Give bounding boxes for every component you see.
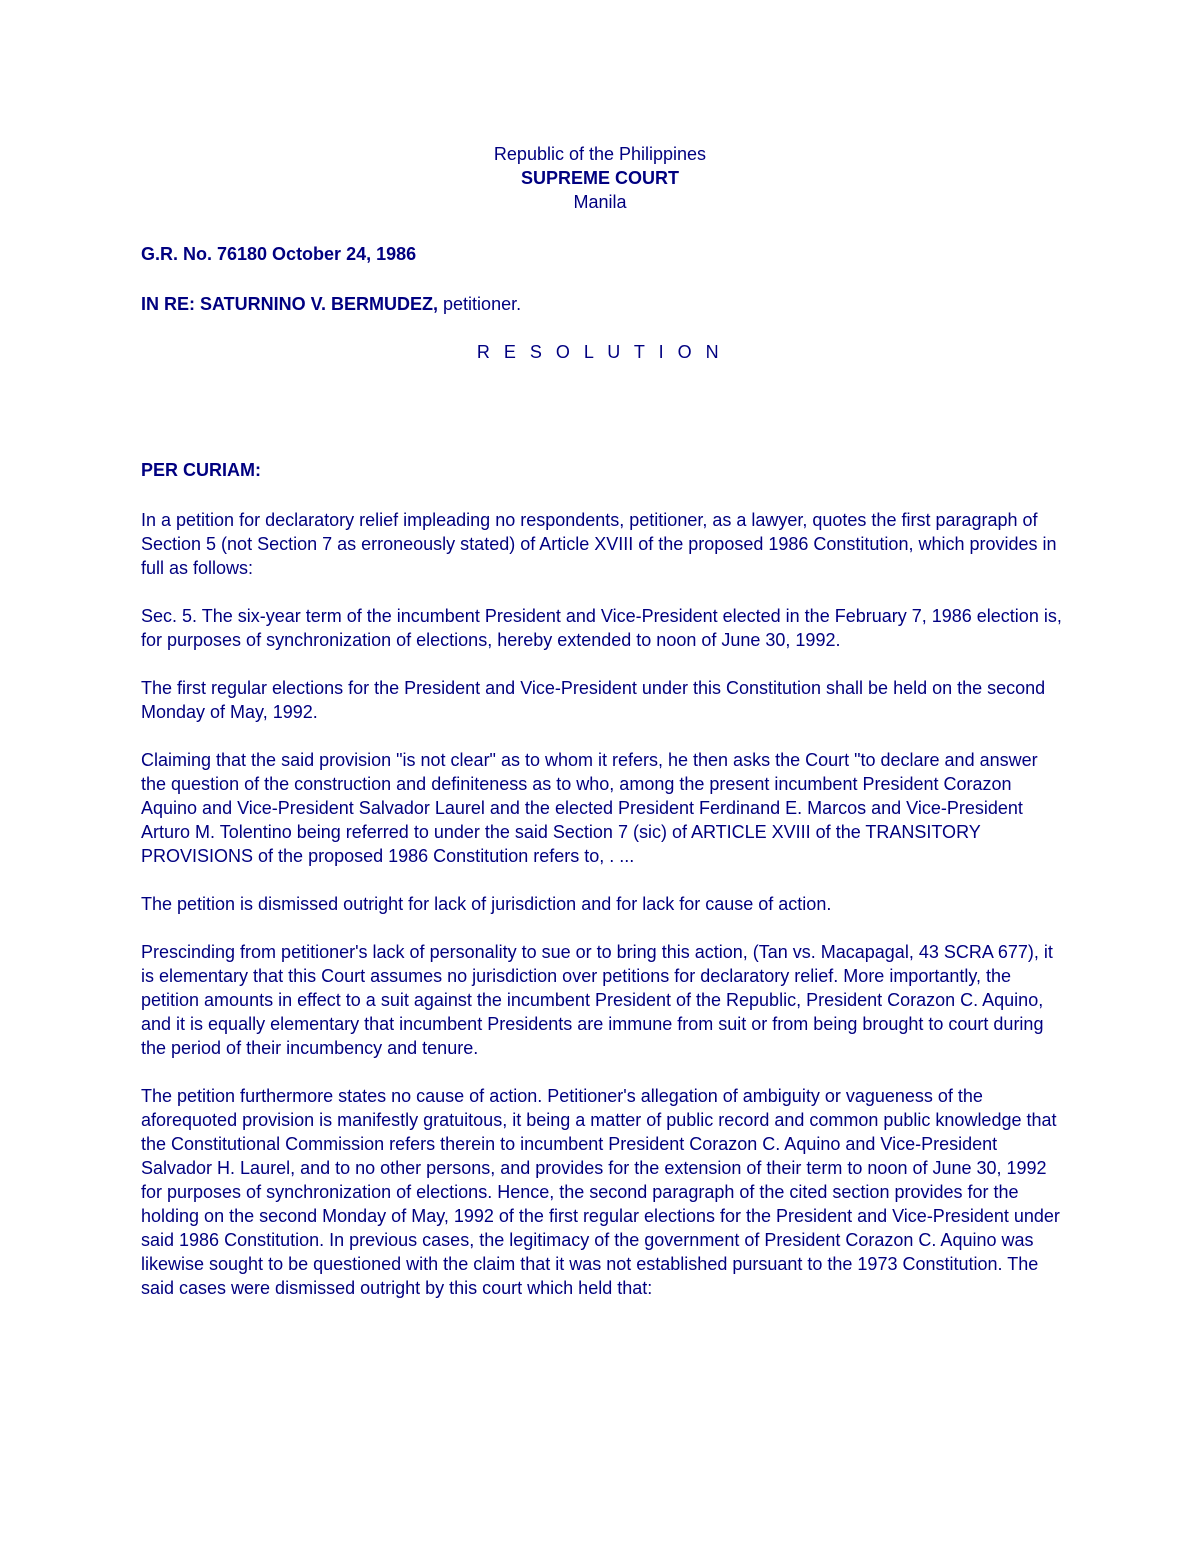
quoted-section-paragraph: The first regular elections for the President and Vice-President under this Constitution shall be held on the second Monday of May, 1992. [141,678,1046,722]
document-page [141,142,1066,1300]
paragraph: Prescinding from petitioner's lack of personality to sue or to bring this action, (Tan vs. Macapagal, 43 SCRA 677), it is elementary that this Court assumes no jurisdiction over petitions for declaratory relief. More importantly, the petition amounts in effect to a suit against the incumbent President of the Republic, President Corazon C. Aquino, and it is equally elementary that incumbent Presidents are immune from suit or from being brought to court during the period of their incumbency and tenure. [141,942,1053,1058]
per-curiam-heading: PER CURIAM: [141,460,261,480]
court-name: SUPREME COURT [520,168,679,188]
resolution-heading: R E S O L U T I O N [476,342,724,362]
paragraph: Claiming that the said provision "is not clear" as to whom it refers, he then asks the Court "to declare and answer the question of the construction and definiteness as to who, among the present incumbent President Corazon Aquino and Vice-President Salvador Laurel and the elected President Ferdinand E. Marcos and Vice-President Arturo M. Tolentino being referred to under the said Section 7 (sic) of ARTICLE XVIII of the TRANSITORY PROVISIONS of the proposed 1986 Constitution refers to, . ... [141,750,1038,866]
paragraph: The petition furthermore states no cause of action. Petitioner's allegation of ambiguity or vagueness of the aforequoted provision is manifestly gratuitous, it being a matter of public record and common public knowledge that the Constitutional Commission refers therein to incumbent President Corazon C. Aquino and Vice-President Salvador H. Laurel, and to no other persons, and provides for the extension of their term to noon of June 30, 1992 for purposes of synchronization of elections. Hence, the second paragraph of the cited section provides for the holding on the second Monday of May, 1992 of the first regular elections for the President and Vice-President under said 1986 Constitution. In previous cases, the legitimacy of the government of President Corazon C. Aquino was likewise sought to be questioned with the claim that it was not established pursuant to the 1973 Constitution. The said cases were dismissed outright by this court which held that: [141,1086,1060,1298]
republic-line: Republic of the Philippines [493,144,707,164]
case-title [141,292,1066,316]
case-number: G.R. No. 76180 October 24, 1986 [141,244,417,264]
case-title-party: IN RE: SATURNINO V. BERMUDEZ, [141,294,439,314]
paragraph: The petition is dismissed outright for lack of jurisdiction and for lack for cause of action. [141,894,832,914]
court-header [141,142,1059,214]
court-location: Manila [573,192,627,212]
quoted-section-paragraph: Sec. 5. The six-year term of the incumbent President and Vice-President elected in the February 7, 1986 election is, for purposes of synchronization of elections, hereby extended to noon of June 30, 1992. [141,606,1062,650]
paragraph: In a petition for declaratory relief impleading no respondents, petitioner, as a lawyer, quotes the first paragraph of Section 5 (not Section 7 as erroneously stated) of Article XVIII of the proposed 1986 Constitution, which provides in full as follows: [141,510,1057,578]
case-title-role: petitioner. [438,294,522,314]
